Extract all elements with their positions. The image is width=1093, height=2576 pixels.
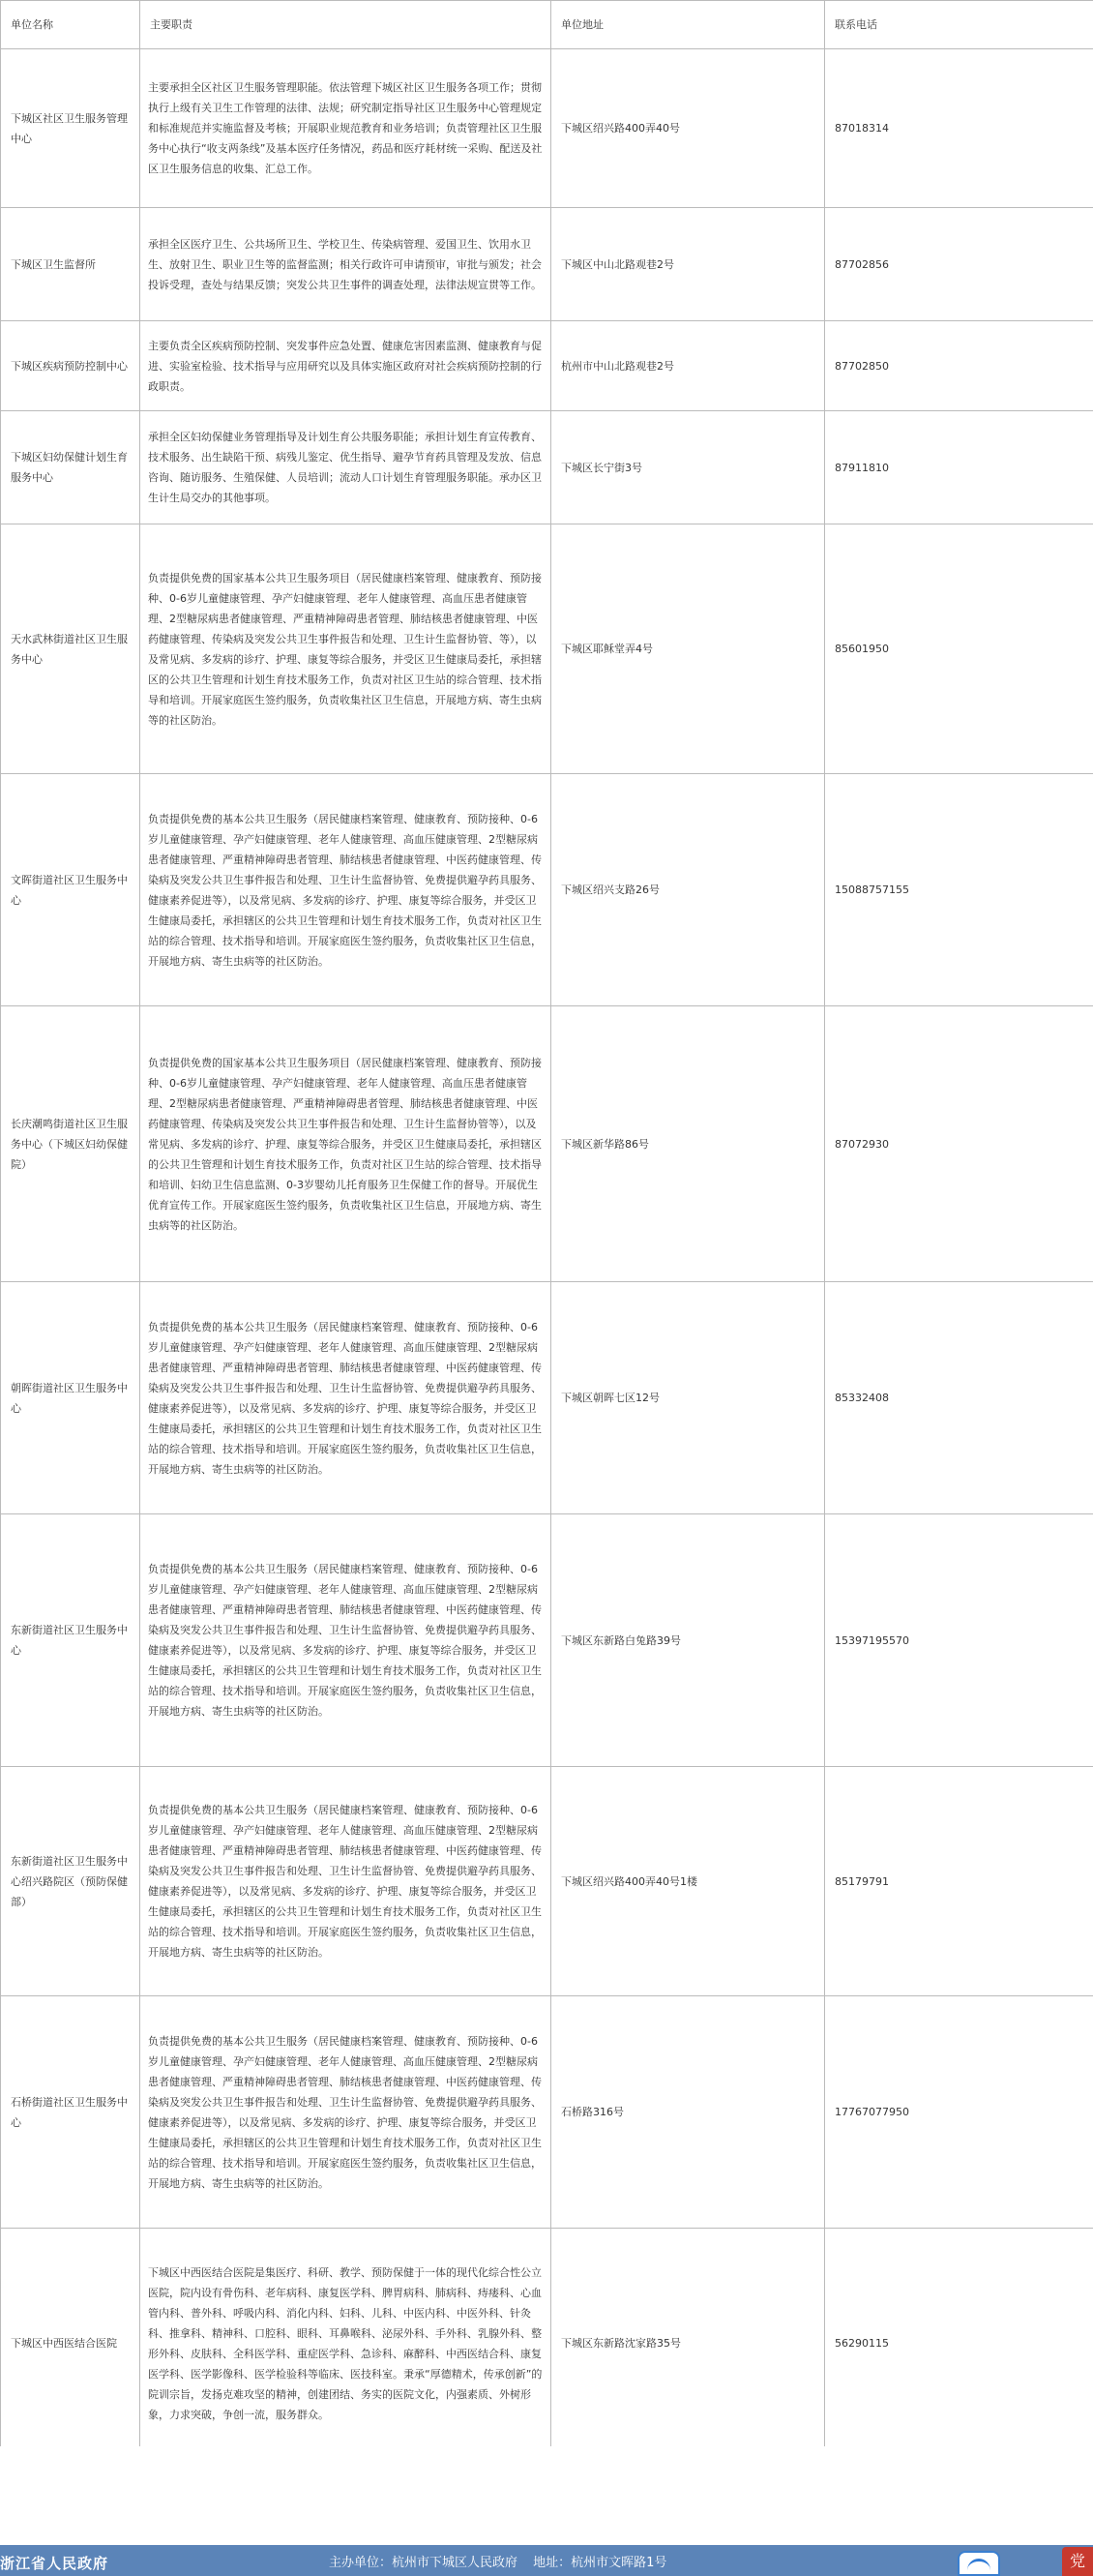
unit-name: 下城区卫生监督所 bbox=[1, 208, 140, 321]
unit-name: 下城区妇幼保健计划生育服务中心 bbox=[1, 411, 140, 524]
page-spacer bbox=[0, 2446, 1093, 2545]
footer-sponsor: 主办单位：杭州市下城区人民政府 bbox=[329, 2556, 518, 2570]
unit-address: 下城区东新路沈家路35号 bbox=[551, 2229, 825, 2459]
unit-duty: 承担全区妇幼保健业务管理指导及计划生育公共服务职能；承担计划生育宣传教育、技术服务、出生缺陷干预、病残儿鉴定、优生指导、避孕节育药具管理及发放、信息咨询、随访服务、生殖保健、人员培训；流动人口计划生育管理服务职能。承办区卫生计生局交办的其他事项。 bbox=[140, 411, 551, 524]
unit-address: 下城区绍兴路400弄40号 bbox=[551, 49, 825, 208]
unit-phone: 85179791 bbox=[825, 1767, 1093, 1996]
unit-phone: 56290115 bbox=[825, 2229, 1093, 2459]
unit-phone: 87702856 bbox=[825, 208, 1093, 321]
header-main-duty: 主要职责 bbox=[140, 1, 551, 49]
badge-arc-icon bbox=[967, 2559, 990, 2572]
unit-duty: 主要负责全区疾病预防控制、突发事件应急处置、健康危害因素监测、健康教育与促进、实验室检验、技术指导与应用研究以及具体实施区政府对社会疾病预防控制的行政职责。 bbox=[140, 321, 551, 411]
table-row bbox=[1, 1282, 1093, 1514]
unit-duty: 下城区中西医结合医院是集医疗、科研、教学、预防保健于一体的现代化综合性公立医院，院内设有骨伤科、老年病科、康复医学科、脾胃病科、肺病科、痔瘘科、心血管内科、普外科、呼吸内科、消化内科、妇科、儿科、中医内科、中医外科、针灸科、推拿科、精神科、口腔科、眼科、耳鼻喉科、泌尿外科、手外科、乳腺外科、整形外科、皮肤科、全科医学科、重症医学科、急诊科、麻醉科、中西医结合科、康复医学科、医学影像科、医学检验科等临床、医技科室。秉承“厚德精术，传承创新”的院训宗旨，发扬克难攻坚的精神，创建团结、务实的医院文化，内强素质、外树形象，力求突破，争创一流，服务群众。 bbox=[140, 2229, 551, 2459]
unit-phone: 17767077950 bbox=[825, 1996, 1093, 2229]
table-row bbox=[1, 321, 1093, 411]
unit-phone: 87911810 bbox=[825, 411, 1093, 524]
unit-duty: 负责提供免费的国家基本公共卫生服务项目（居民健康档案管理、健康教育、预防接种、0-6岁儿童健康管理、孕产妇健康管理、老年人健康管理、高血压患者健康管理、2型糖尿病患者健康管理、严重精神障碍患者管理、肺结核患者健康管理、中医药健康管理、传染病及突发公共卫生事件报告和处理、卫生计生监督协管等），以及常见病、多发病的诊疗、护理、康复等综合服务，并受区卫生健康局委托，承担辖区的公共卫生管理和计划生育技术服务工作，负责对社区卫生站的综合管理、技术指导和培训、妇幼卫生信息监测、0-3岁婴幼儿托育服务卫生保健工作的督导。开展优生优育宣传工作。开展家庭医生签约服务，负责收集社区卫生信息，开展地方病、寄生虫病等的社区防治。 bbox=[140, 1006, 551, 1282]
unit-phone: 87018314 bbox=[825, 49, 1093, 208]
table-row bbox=[1, 49, 1093, 208]
unit-phone: 15397195570 bbox=[825, 1514, 1093, 1767]
unit-duty: 承担全区医疗卫生、公共场所卫生、学校卫生、传染病管理、爱国卫生、饮用水卫生、放射卫生、职业卫生等的监督监测；相关行政许可申请预审，审批与颁发；社会投诉受理，查处与结果反馈；突发公共卫生事件的调查处理，法律法规宣贯等工作。 bbox=[140, 208, 551, 321]
site-footer bbox=[0, 2545, 1093, 2576]
unit-name: 文晖街道社区卫生服务中心 bbox=[1, 774, 140, 1006]
site-identification-badge[interactable] bbox=[958, 2551, 1000, 2576]
unit-address: 下城区东新路白兔路39号 bbox=[551, 1514, 825, 1767]
table-row bbox=[1, 524, 1093, 774]
unit-name: 天水武林街道社区卫生服务中心 bbox=[1, 524, 140, 774]
unit-duty: 主要承担全区社区卫生服务管理职能。依法管理下城区社区卫生服务各项工作；贯彻执行上级有关卫生工作管理的法律、法规；研究制定指导社区卫生服务中心管理规定和标准规范并实施监督及考核；开展职业规范教育和业务培训；负责管理社区卫生服务中心执行“收支两条线”及基本医疗任务情况，药品和医疗耗材统一采购、配送及社区卫生服务信息的收集、汇总工作。 bbox=[140, 49, 551, 208]
zhejiang-gov-logo[interactable]: 浙江省人民政府 bbox=[0, 2555, 109, 2572]
table-row bbox=[1, 2229, 1093, 2459]
unit-address: 杭州市中山北路观巷2号 bbox=[551, 321, 825, 411]
party-seal-icon[interactable]: 党 bbox=[1062, 2547, 1093, 2576]
header-phone: 联系电话 bbox=[825, 1, 1093, 49]
unit-address: 下城区中山北路观巷2号 bbox=[551, 208, 825, 321]
table-row bbox=[1, 1996, 1093, 2229]
unit-name: 下城区中西医结合医院 bbox=[1, 2229, 140, 2459]
unit-phone: 85332408 bbox=[825, 1282, 1093, 1514]
unit-phone: 15088757155 bbox=[825, 774, 1093, 1006]
unit-name: 朝晖街道社区卫生服务中心 bbox=[1, 1282, 140, 1514]
unit-duty: 负责提供免费的基本公共卫生服务（居民健康档案管理、健康教育、预防接种、0-6岁儿童健康管理、孕产妇健康管理、老年人健康管理、高血压健康管理、2型糖尿病患者健康管理、严重精神障碍患者管理、肺结核患者健康管理、中医药健康管理、传染病及突发公共卫生事件报告和处理、卫生计生监督协管、免费提供避孕药具服务、健康素养促进等），以及常见病、多发病的诊疗、护理、康复等综合服务，并受区卫生健康局委托，承担辖区的公共卫生管理和计划生育技术服务工作，负责对社区卫生站的综合管理、技术指导和培训。开展家庭医生签约服务，负责收集社区卫生信息，开展地方病、寄生虫病等的社区防治。 bbox=[140, 1767, 551, 1996]
unit-name: 下城区疾病预防控制中心 bbox=[1, 321, 140, 411]
unit-duty: 负责提供免费的国家基本公共卫生服务项目（居民健康档案管理、健康教育、预防接种、0-6岁儿童健康管理、孕产妇健康管理、老年人健康管理、高血压患者健康管理、2型糖尿病患者健康管理、严重精神障碍患者管理、肺结核患者健康管理、中医药健康管理、传染病及突发公共卫生事件报告和处理、卫生计生监督协管、等），以及常见病、多发病的诊疗、护理、康复等综合服务，并受区卫生健康局委托，承担辖区的公共卫生管理和计划生育技术服务工作，负责对社区卫生站的综合管理、技术指导和培训。开展家庭医生签约服务，负责收集社区卫生信息，开展地方病、寄生虫病等的社区防治。 bbox=[140, 524, 551, 774]
footer-info bbox=[329, 2552, 678, 2570]
unit-name: 东新街道社区卫生服务中心 bbox=[1, 1514, 140, 1767]
header-unit-name: 单位名称 bbox=[1, 1, 140, 49]
unit-duty: 负责提供免费的基本公共卫生服务（居民健康档案管理、健康教育、预防接种、0-6岁儿童健康管理、孕产妇健康管理、老年人健康管理、高血压健康管理、2型糖尿病患者健康管理、严重精神障碍患者管理、肺结核患者健康管理、中医药健康管理、传染病及突发公共卫生事件报告和处理、卫生计生监督协管、免费提供避孕药具服务、健康素养促进等），以及常见病、多发病的诊疗、护理、康复等综合服务，并受区卫生健康局委托，承担辖区的公共卫生管理和计划生育技术服务工作，负责对社区卫生站的综合管理、技术指导和培训。开展家庭医生签约服务，负责收集社区卫生信息，开展地方病、寄生虫病等的社区防治。 bbox=[140, 1282, 551, 1514]
unit-duty: 负责提供免费的基本公共卫生服务（居民健康档案管理、健康教育、预防接种、0-6岁儿童健康管理、孕产妇健康管理、老年人健康管理、高血压健康管理、2型糖尿病患者健康管理、严重精神障碍患者管理、肺结核患者健康管理、中医药健康管理、传染病及突发公共卫生事件报告和处理、卫生计生监督协管、免费提供避孕药具服务、健康素养促进等），以及常见病、多发病的诊疗、护理、康复等综合服务，并受区卫生健康局委托，承担辖区的公共卫生管理和计划生育技术服务工作，负责对社区卫生站的综合管理、技术指导和培训。开展家庭医生签约服务，负责收集社区卫生信息，开展地方病、寄生虫病等的社区防治。 bbox=[140, 1514, 551, 1767]
unit-address: 下城区新华路86号 bbox=[551, 1006, 825, 1282]
unit-address: 下城区耶稣堂弄4号 bbox=[551, 524, 825, 774]
footer-address: 地址：杭州市文晖路1号 bbox=[533, 2556, 667, 2570]
table-row bbox=[1, 774, 1093, 1006]
table-row bbox=[1, 1514, 1093, 1767]
table-row bbox=[1, 208, 1093, 321]
unit-address: 下城区绍兴支路26号 bbox=[551, 774, 825, 1006]
unit-phone: 87702850 bbox=[825, 321, 1093, 411]
unit-address: 石桥路316号 bbox=[551, 1996, 825, 2229]
unit-phone: 87072930 bbox=[825, 1006, 1093, 1282]
unit-name: 长庆潮鸣街道社区卫生服务中心（下城区妇幼保健院） bbox=[1, 1006, 140, 1282]
unit-name: 下城区社区卫生服务管理中心 bbox=[1, 49, 140, 208]
table-row bbox=[1, 1767, 1093, 1996]
table-row bbox=[1, 411, 1093, 524]
unit-address: 下城区绍兴路400弄40号1楼 bbox=[551, 1767, 825, 1996]
unit-duty: 负责提供免费的基本公共卫生服务（居民健康档案管理、健康教育、预防接种、0-6岁儿童健康管理、孕产妇健康管理、老年人健康管理、高血压健康管理、2型糖尿病患者健康管理、严重精神障碍患者管理、肺结核患者健康管理、中医药健康管理、传染病及突发公共卫生事件报告和处理、卫生计生监督协管、免费提供避孕药具服务、健康素养促进等），以及常见病、多发病的诊疗、护理、康复等综合服务，并受区卫生健康局委托，承担辖区的公共卫生管理和计划生育技术服务工作，负责对社区卫生站的综合管理、技术指导和培训。开展家庭医生签约服务，负责收集社区卫生信息，开展地方病、寄生虫病等的社区防治。 bbox=[140, 774, 551, 1006]
unit-phone: 85601950 bbox=[825, 524, 1093, 774]
table-header-row bbox=[1, 1, 1093, 49]
header-address: 单位地址 bbox=[551, 1, 825, 49]
unit-address: 下城区长宁街3号 bbox=[551, 411, 825, 524]
unit-name: 东新街道社区卫生服务中心绍兴路院区（预防保健部） bbox=[1, 1767, 140, 1996]
unit-address: 下城区朝晖七区12号 bbox=[551, 1282, 825, 1514]
unit-duty: 负责提供免费的基本公共卫生服务（居民健康档案管理、健康教育、预防接种、0-6岁儿童健康管理、孕产妇健康管理、老年人健康管理、高血压健康管理、2型糖尿病患者健康管理、严重精神障碍患者管理、肺结核患者健康管理、中医药健康管理、传染病及突发公共卫生事件报告和处理、卫生计生监督协管、免费提供避孕药具服务、健康素养促进等），以及常见病、多发病的诊疗、护理、康复等综合服务，并受区卫生健康局委托，承担辖区的公共卫生管理和计划生育技术服务工作，负责对社区卫生站的综合管理、技术指导和培训。开展家庭医生签约服务，负责收集社区卫生信息，开展地方病、寄生虫病等的社区防治。 bbox=[140, 1996, 551, 2229]
unit-name: 石桥街道社区卫生服务中心 bbox=[1, 1996, 140, 2229]
table-row bbox=[1, 1006, 1093, 1282]
